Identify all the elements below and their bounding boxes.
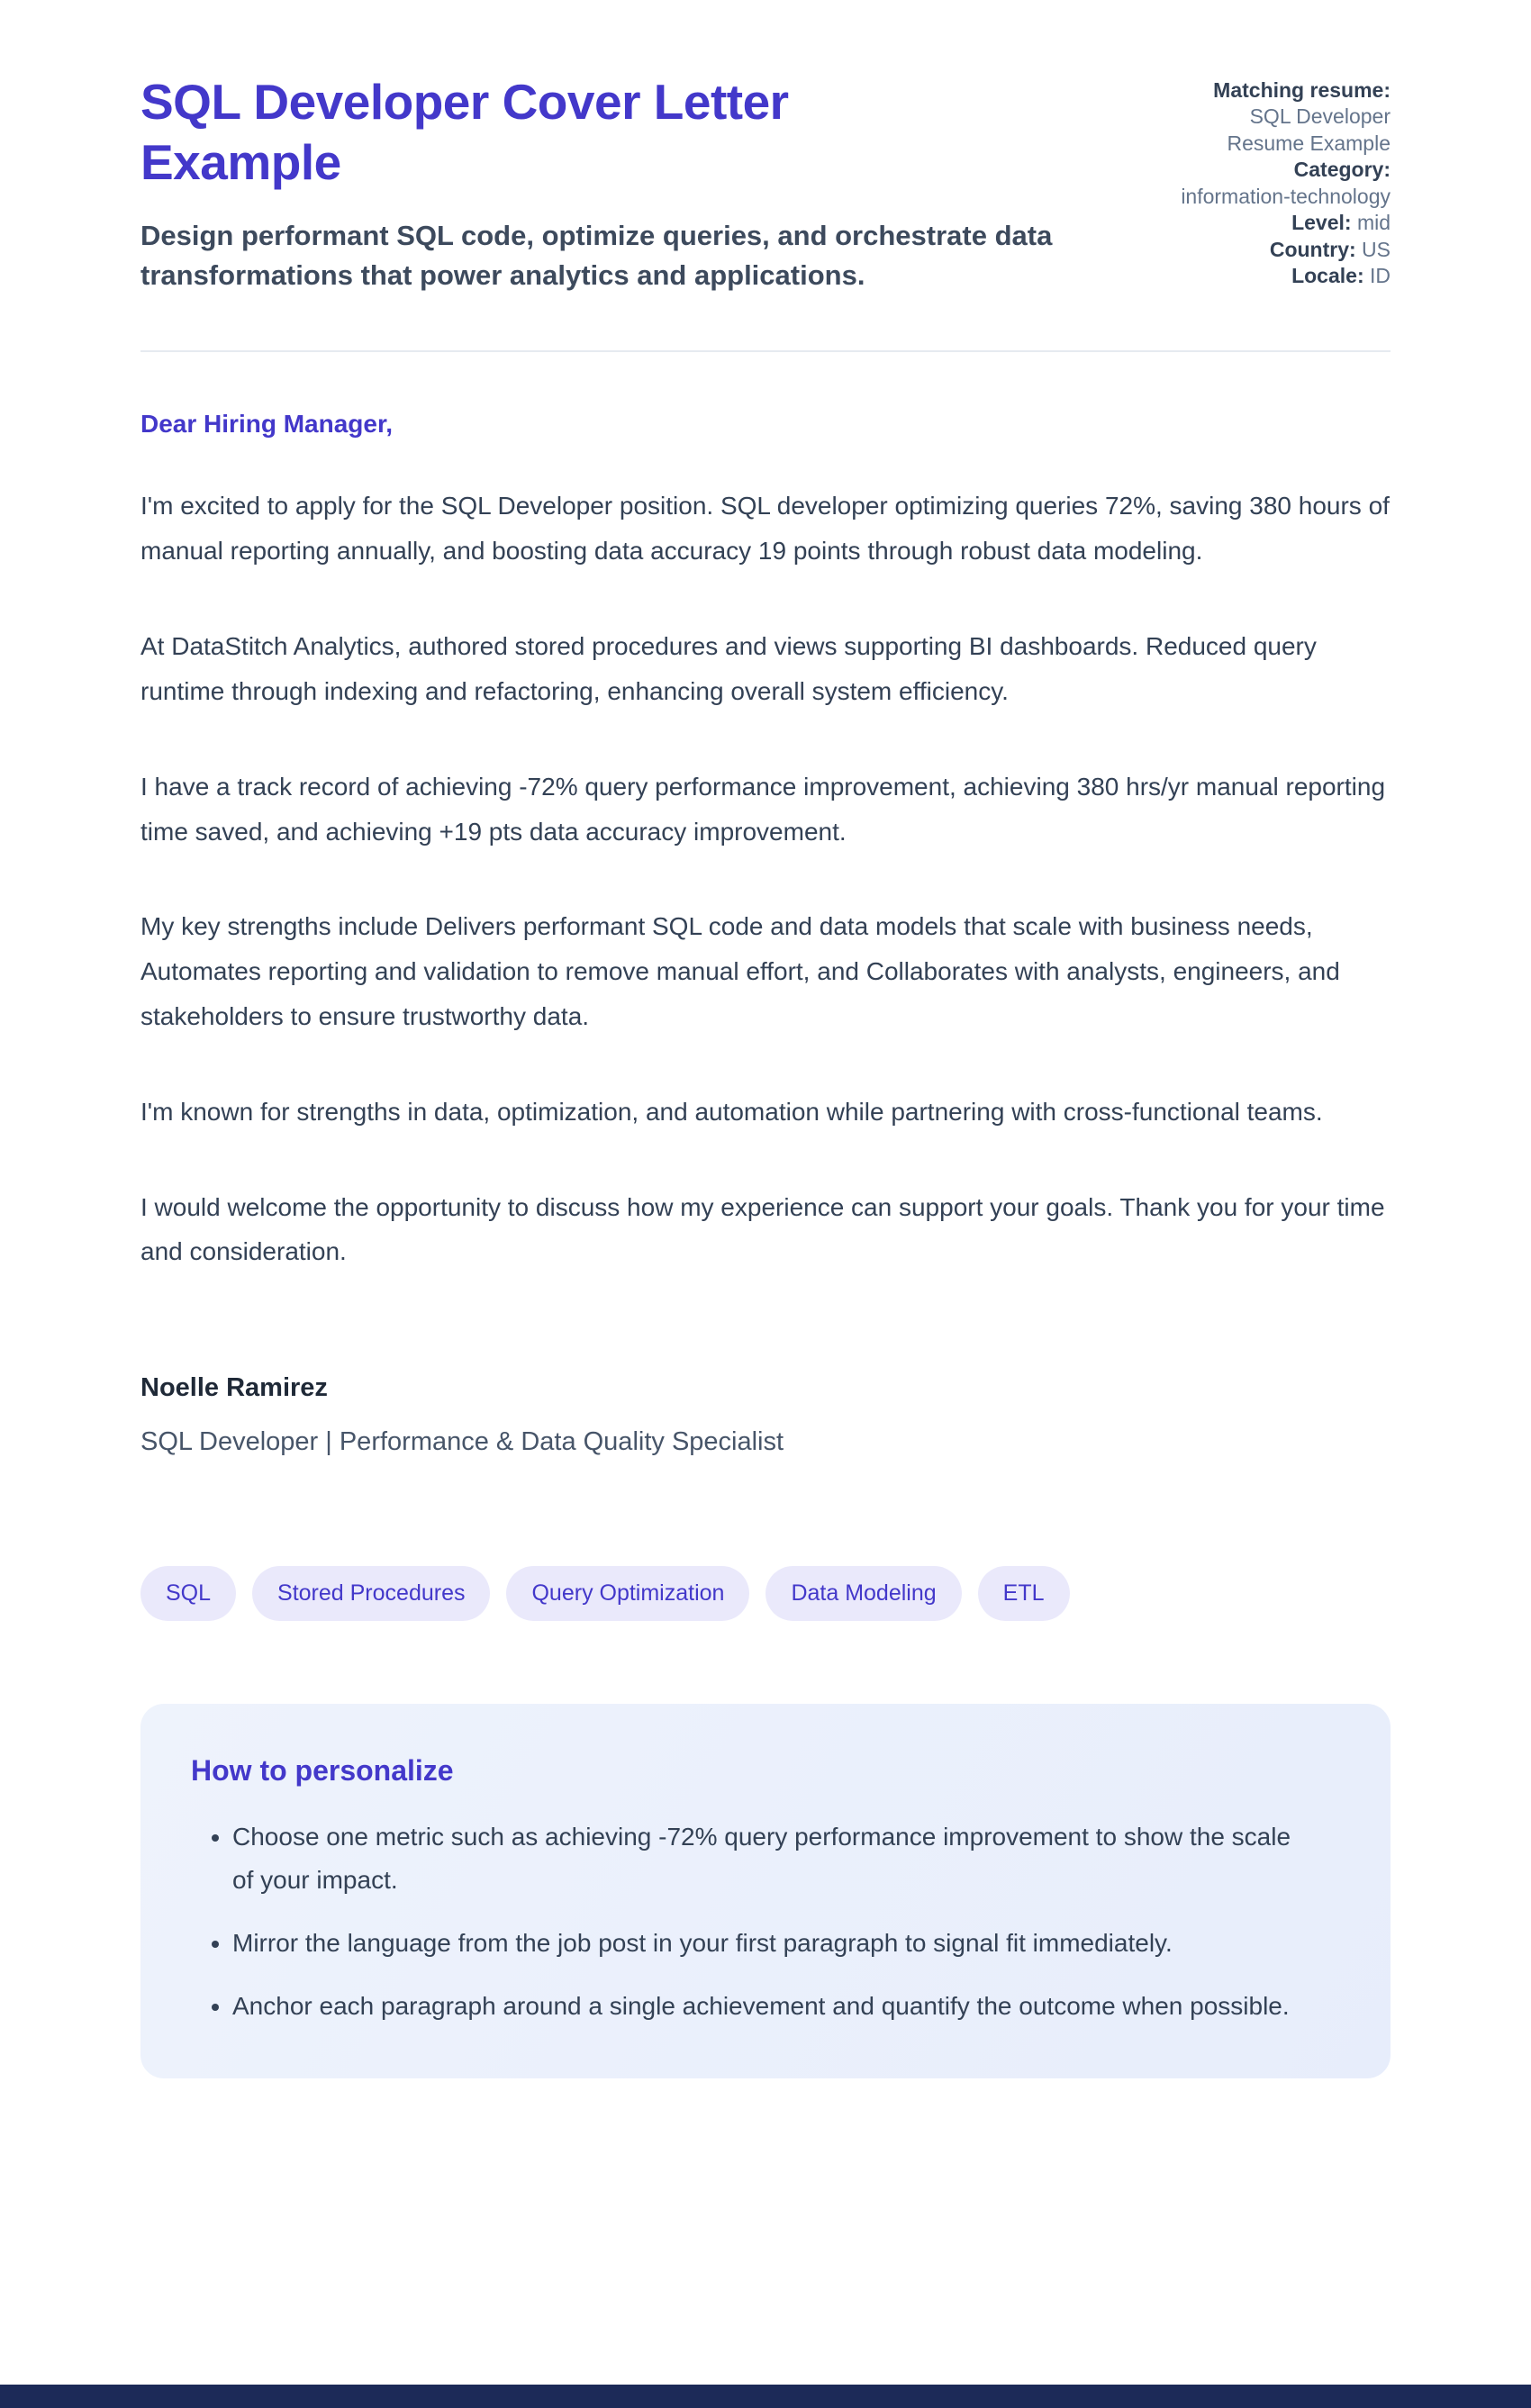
header <box>140 72 1391 352</box>
country-value: US <box>1362 237 1391 261</box>
personalize-tip: • Choose one metric such as achieving -72% query performance improvement to show the scale of your impact. <box>232 1815 1313 1902</box>
letter-paragraph: I have a track record of achieving -72% query performance improvement, achieving 380 hrs/yr manual reporting time saved, and achieving +19 pts data accuracy improvement. <box>140 772 1386 846</box>
letter-paragraph: I'm known for strengths in data, optimization, and automation while partnering with cross-functional teams. <box>140 1097 1323 1126</box>
country-row <box>1173 237 1391 263</box>
category-label: Category: <box>1293 158 1391 182</box>
country-label: Country: <box>1269 237 1356 261</box>
personalize-title: How to personalize <box>191 1753 454 1787</box>
locale-row <box>1173 263 1391 289</box>
matching-resume-link[interactable]: SQL Developer Resume Example <box>1227 104 1391 155</box>
level-row <box>1173 210 1391 236</box>
salutation: Dear Hiring Manager, <box>140 409 394 438</box>
signature-role: SQL Developer | Performance & Data Quality Specialist <box>140 1426 784 1456</box>
personalize-tip: • Anchor each paragraph around a single achievement and quantify the outcome when possible. <box>232 1985 1313 2028</box>
letter-paragraph: My key strengths include Delivers performant SQL code and data models that scale with business needs, Automates reporting and validation to remove manual effort, and Collaborates with analysts, engineers, and stakeholders to ensure trustworthy data. <box>140 912 1340 1030</box>
level-label: Level: <box>1291 211 1352 235</box>
cover-letter-body <box>140 408 1391 2078</box>
locale-label: Locale: <box>1291 264 1364 288</box>
category-value: information-technology <box>1181 184 1391 208</box>
personalize-card <box>140 1704 1391 2079</box>
page-subtitle: Design performant SQL code, optimize queries, and orchestrate data transformations that power analytics and applications. <box>140 220 1053 291</box>
letter-paragraph: I would welcome the opportunity to discuss how my experience can support your goals. Thank you for your time and consideration. <box>140 1192 1385 1266</box>
skill-tags <box>140 1566 1391 1621</box>
skill-tag[interactable]: SQL <box>140 1566 236 1621</box>
personalize-tips-list <box>191 1815 1340 2029</box>
level-value: mid <box>1356 211 1391 235</box>
footer-bar <box>0 2385 1531 2408</box>
page-title: SQL Developer Cover Letter Example <box>140 74 789 191</box>
skill-tag[interactable]: Data Modeling <box>766 1566 961 1621</box>
skill-tag[interactable]: Stored Procedures <box>252 1566 490 1621</box>
skill-tag[interactable]: ETL <box>978 1566 1070 1621</box>
signature-name: Noelle Ramirez <box>140 1373 328 1403</box>
locale-value: ID <box>1370 264 1391 288</box>
letter-paragraph: I'm excited to apply for the SQL Developer position. SQL developer optimizing queries 72%, saving 380 hours of manual reporting annually, and boosting data accuracy 19 points through robust data modeling. <box>140 492 1390 566</box>
matching-resume-label: Matching resume: <box>1213 78 1391 102</box>
signature-block <box>140 1371 1391 1459</box>
meta-panel <box>1173 72 1391 290</box>
personalize-tip: • Mirror the language from the job post in your first paragraph to signal fit immediately. <box>232 1922 1313 1965</box>
letter-paragraph: At DataStitch Analytics, authored stored procedures and views supporting BI dashboards. Reduced query runtime through indexing and refactoring, enhancing overall system efficiency. <box>140 632 1317 705</box>
skill-tag[interactable]: Query Optimization <box>506 1566 749 1621</box>
header-text-block <box>140 72 1119 294</box>
